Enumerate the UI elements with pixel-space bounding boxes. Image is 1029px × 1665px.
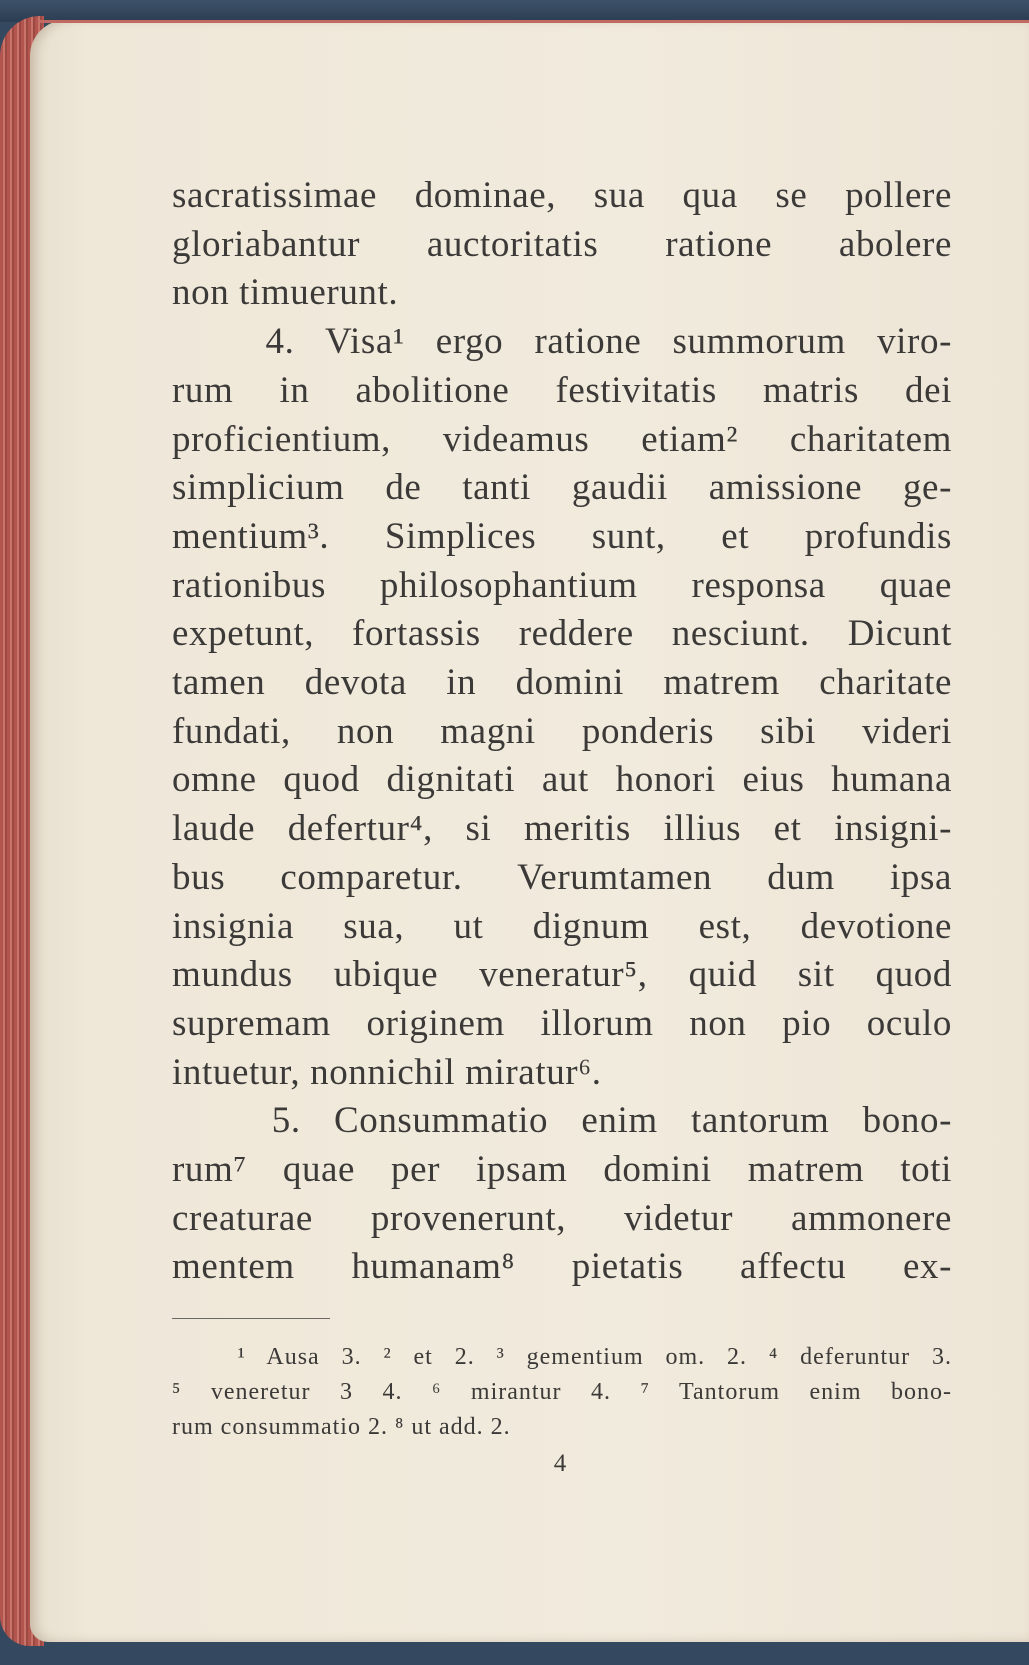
- body-line: simplicium de tanti gaudii amissione ge-: [172, 467, 952, 509]
- body-line: gloriabantur auctoritatis ratione abolere: [172, 223, 952, 265]
- body-line: mentium³. Simplices sunt, et profundis: [172, 515, 952, 557]
- body-line: 4. Visa¹ ergo ratione summorum viro-: [172, 321, 952, 363]
- page-number: 4: [553, 1450, 567, 1477]
- body-line: insignia sua, ut dignum est, devotione: [172, 905, 952, 947]
- body-line: proficientium, videamus etiam² charitatem: [172, 418, 952, 460]
- body-line: rum in abolitione festivitatis matris dei: [172, 369, 952, 411]
- footnote-separator: [172, 1318, 330, 1319]
- book-cover-edge: [0, 0, 1029, 22]
- footnote-line: rum consummatio 2. ⁸ ut add. 2.: [172, 1414, 511, 1440]
- footnotes: [172, 1340, 952, 1445]
- footnote-line: ¹ Ausa 3. ² et 2. ³ gementium om. 2. ⁴ deferuntur 3.: [172, 1344, 952, 1370]
- body-line: rum⁷ quae per ipsam domini matrem toti: [172, 1149, 952, 1191]
- body-line: fundati, non magni ponderis sibi videri: [172, 710, 952, 752]
- body-line: bus comparetur. Verumtamen dum ipsa: [172, 856, 952, 898]
- footnote-line: ⁵ veneretur 3 4. ⁶ mirantur 4. ⁷ Tantorum enim bono-: [172, 1379, 952, 1405]
- body-line: supremam originem illorum non pio oculo: [172, 1002, 952, 1044]
- body-text: [172, 172, 952, 1292]
- body-line: expetunt, fortassis reddere nesciunt. Dicunt: [172, 613, 952, 655]
- body-line: omne quod dignitati aut honori eius humana: [172, 759, 952, 801]
- body-line: mentem humanam⁸ pietatis affectu ex-: [172, 1246, 952, 1288]
- body-line: 5. Consummatio enim tantorum bono-: [172, 1100, 952, 1142]
- body-line: creaturae provenerunt, videtur ammonere: [172, 1197, 952, 1239]
- body-line: rationibus philosophantium responsa quae: [172, 564, 952, 606]
- body-line: tamen devota in domini matrem charitate: [172, 662, 952, 704]
- body-line: laude defertur⁴, si meritis illius et insigni-: [172, 808, 952, 850]
- page-top-edge: [40, 20, 1029, 23]
- body-line: mundus ubique veneratur⁵, quid sit quod: [172, 954, 952, 996]
- body-line: intuetur, nonnichil miratur⁶.: [172, 1051, 602, 1093]
- body-line: non timuerunt.: [172, 272, 399, 314]
- body-line: sacratissimae dominae, sua qua se pollere: [172, 175, 952, 216]
